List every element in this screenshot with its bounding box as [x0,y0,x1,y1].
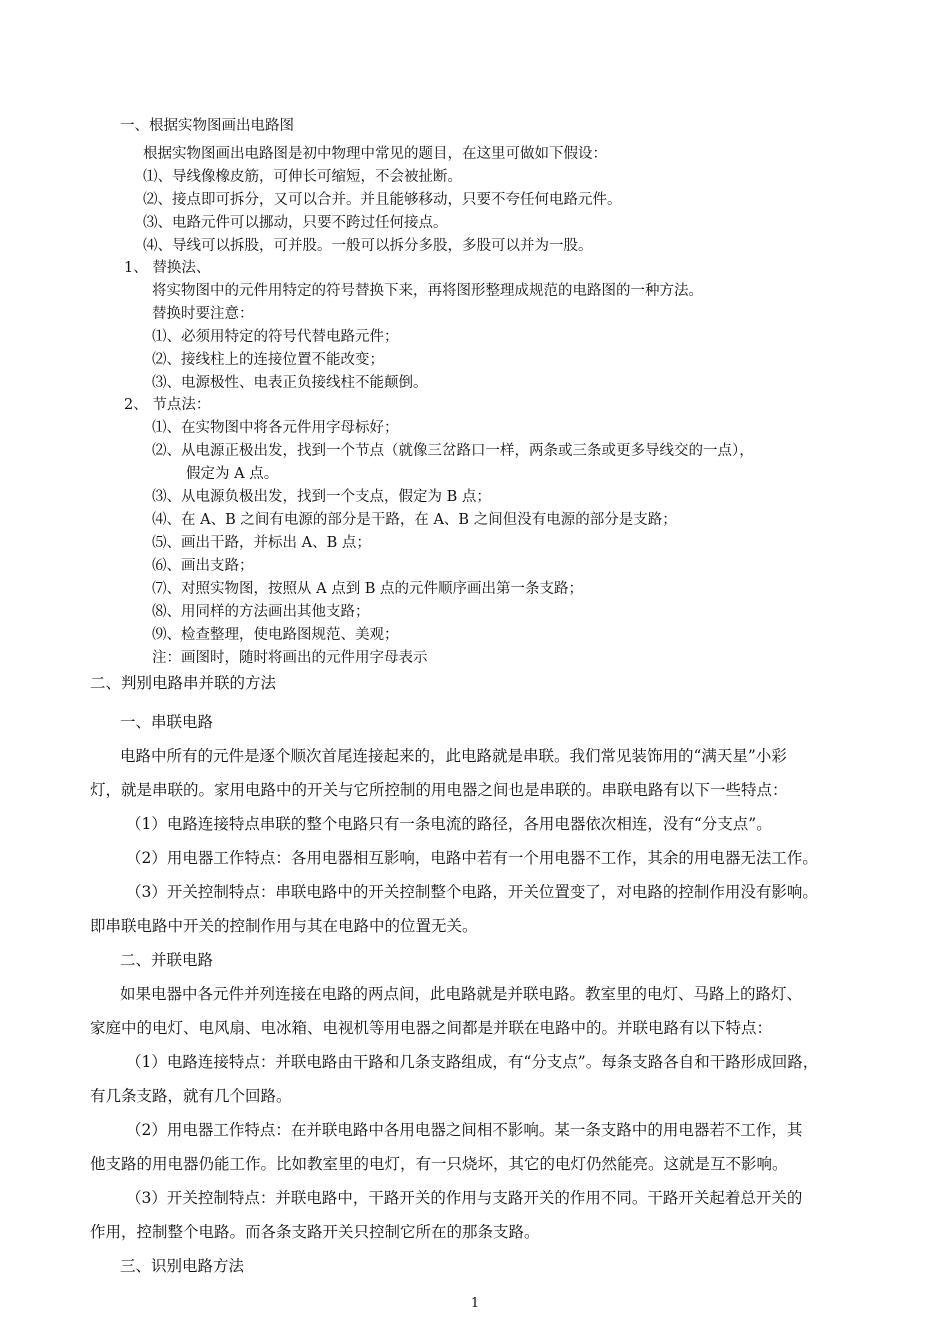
method2-step-6: ⑹、画出支路； [152,558,254,574]
parallel-line-3: （1）电路连接特点：并联电路由干路和几条支路组成，有“分支点”。每条支路各自和干路形成回路， [126,1053,819,1071]
method2-step-8: ⑻、用同样的方法画出其他支路； [152,604,370,620]
assumption-3: ⑶、电路元件可以挪动，只要不跨过任何接点。 [143,215,448,231]
parallel-line-5: （2）用电器工作特点：在并联电路中各用电器之间相不影响。某一条支路中的用电器若不工作，其 [126,1121,803,1139]
method2-step-9: ⑼、检查整理，使电路图规范、美观； [152,627,399,643]
assumption-1: ⑴、导线像橡皮筋，可伸长可缩短，不会被扯断。 [143,169,462,185]
method2-note: 注：画图时，随时将画出的元件用字母表示 [152,650,428,666]
assumption-4: ⑷、导线可以拆股，可并股。一般可以拆分多股，多股可以并为一股。 [143,238,593,254]
parallel-line-6: 他支路的用电器仍能工作。比如教室里的电灯，有一只烧坏，其它的电灯仍然能亮。这就是互不影响。 [90,1155,788,1173]
method2-step-7: ⑺、对照实物图，按照从 A 点到 B 点的元件顺序画出第一条支路； [152,581,584,597]
method1-note-3: ⑶、电源极性、电表正负接线柱不能颠倒。 [152,375,428,391]
method1-note-2: ⑵、接线柱上的连接位置不能改变； [152,352,384,368]
section1-intro: 根据实物图画出电路图是初中物理中常见的题目，在这里可做如下假设： [143,146,607,162]
series-title: 一、串联电路 [120,713,214,731]
page-number: 1 [470,1296,480,1311]
series-line-4: （2）用电器工作特点：各用电器相互影响，电路中若有一个用电器不工作，其余的用电器无法工作。 [126,849,818,867]
series-line-3: （1）电路连接特点串联的整个电路只有一条电流的路径，各用电器依次相连，没有“分支点”。 [126,815,772,833]
method2-step-4: ⑷、在 A、B 之间有电源的部分是干路，在 A、B 之间但没有电源的部分是支路； [152,512,677,528]
method1-title: 1、 替换法、 [124,260,211,276]
method2-step-5: ⑸、画出干路，并标出 A、B 点； [152,535,371,551]
series-line-6: 即串联电路中开关的控制作用与其在电路中的位置无关。 [90,917,478,935]
series-line-1: 电路中所有的元件是逐个顺次首尾连接起来的，此电路就是串联。我们常见装饰用的“满天星”小彩 [120,747,787,765]
identify-title: 三、识别电路方法 [120,1257,245,1275]
method1-note-1: ⑴、必须用特定的符号代替电路元件； [152,329,399,345]
method2-step-3: ⑶、从电源负极出发，找到一个支点，假定为 B 点； [152,489,491,505]
assumption-2: ⑵、接点即可拆分，又可以合并。并且能够移动，只要不夸任何电路元件。 [143,192,622,208]
method2-step-1: ⑴、在实物图中将各元件用字母标好； [152,420,399,436]
method1-note-title: 替换时要注意： [152,306,254,322]
section2-heading: 二、判别电路串并联的方法 [90,674,277,692]
parallel-line-8: 作用，控制整个电路。而各条支路开关只控制它所在的那条支路。 [90,1223,540,1241]
method2-step-2-cont: 假定为 A 点。 [186,466,279,482]
parallel-line-4: 有几条支路，就有几个回路。 [90,1087,292,1105]
series-line-5: （3）开关控制特点：串联电路中的开关控制整个电路，开关位置变了，对电路的控制作用没有影响。 [126,883,818,901]
series-line-2: 灯，就是串联的。家用电路中的开关与它所控制的用电器之间也是串联的。串联电路有以下一些特点： [90,781,788,799]
parallel-title: 二、并联电路 [120,951,214,969]
method2-title: 2、 节点法： [124,397,211,413]
parallel-line-7: （3）开关控制特点：并联电路中，干路开关的作用与支路开关的作用不同。干路开关起着总开关的 [126,1189,803,1207]
parallel-line-2: 家庭中的电灯、电风扇、电冰箱、电视机等用电器之间都是并联在电路中的。并联电路有以下特点： [90,1019,773,1037]
method2-step-2: ⑵、从电源正极出发，找到一个节点（就像三岔路口一样，两条或三条或更多导线交的一点）， [152,443,754,459]
method1-desc: 将实物图中的元件用特定的符号替换下来，再将图形整理成规范的电路图的一种方法。 [152,283,703,299]
parallel-line-1: 如果电器中各元件并列连接在电路的两点间，此电路就是并联电路。教室里的电灯、马路上的路灯、 [120,985,803,1003]
section1-heading: 一、根据实物图画出电路图 [120,118,294,134]
